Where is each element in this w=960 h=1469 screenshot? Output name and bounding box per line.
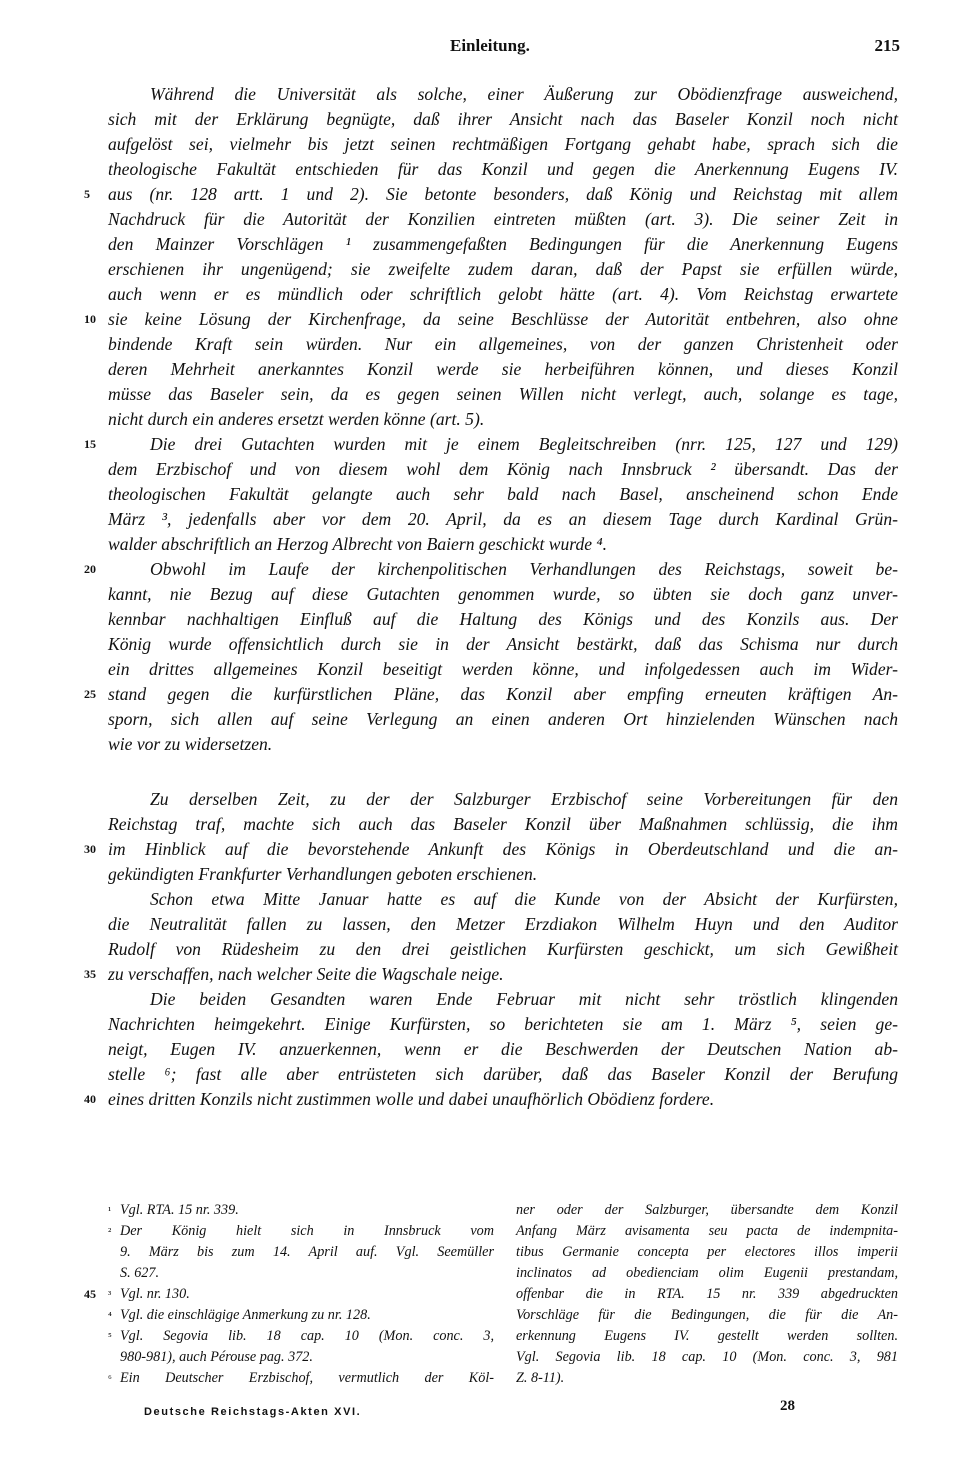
footnote-line <box>108 1200 494 1221</box>
footnote-line <box>108 1347 494 1368</box>
text-line <box>84 682 898 707</box>
line-text: theologischen Fakultät gelangte auch sehr bald nach Basel, anscheinend schon Ende <box>108 484 898 504</box>
text-line <box>108 732 898 757</box>
line-text: aufgelöst sei, vielmehr bis jetzt seinen rechtmäßigen Fortgang gehabt habe, sprach sich die <box>108 134 898 154</box>
text-line <box>108 157 898 182</box>
text-line <box>108 1037 898 1062</box>
footnote-text: S. 627. <box>120 1265 160 1281</box>
text-line <box>108 632 898 657</box>
line-text: bindende Kraft sein würden. Nur ein allgemeines, von der ganzen Christenheit oder <box>108 334 898 354</box>
line-text: nicht durch ein anderes ersetzt werden könne (art. 5). <box>108 409 485 429</box>
text-line <box>108 407 898 432</box>
footnote-line <box>108 1221 494 1242</box>
line-text: Während die Universität als solche, einer Äußerung zur Obödienzfrage ausweichend, <box>150 84 898 104</box>
footnote-text: 9. März bis zum 14. April auf. Vgl. Seemüller <box>120 1244 494 1260</box>
text-line <box>108 457 898 482</box>
line-text: gekündigten Frankfurter Verhandlungen geboten erschienen. <box>108 864 538 884</box>
sheet-number: 28 <box>780 1398 795 1414</box>
text-line <box>108 207 898 232</box>
footnote-line: erkennung Eugens IV. gestellt werden sollten. <box>516 1328 898 1344</box>
line-text: stand gegen die kurfürstlichen Pläne, das Konzil aber empfing erneuten kräftigen An- <box>108 684 898 704</box>
footnote-line: Vgl. Segovia lib. 18 cap. 10 (Mon. conc. 3, 981 <box>516 1349 898 1365</box>
line-number: 45 <box>84 1287 96 1301</box>
text-line <box>108 987 898 1012</box>
text-line <box>108 332 898 357</box>
line-number: 20 <box>84 562 96 576</box>
footnote-line: Z. 8-11). <box>516 1370 565 1386</box>
line-text: neigt, Eugen IV. anzuerkennen, wenn er die Beschwerden der Deutschen Nation ab- <box>108 1039 898 1059</box>
footnote-marker: ³ <box>108 1289 112 1301</box>
line-text: Obwohl im Laufe der kirchenpolitischen Verhandlungen des Reichstags, soweit be- <box>150 559 898 579</box>
text-line <box>84 962 898 987</box>
text-line <box>108 507 898 532</box>
footnote-line <box>108 1263 494 1284</box>
section-break <box>108 757 898 787</box>
line-text: erschienen ihr ungenügend; sie zweifelte zudem daran, daß der Papst sie erfüllen würde, <box>108 259 898 279</box>
text-line <box>84 182 898 207</box>
footnote-line: tibus Germanie concepta per electores illos imperii <box>516 1244 898 1260</box>
line-text: aus (nr. 128 artt. 1 und 2). Sie betonte besonders, daß König und Reichstag mit allem <box>108 184 898 204</box>
footnote-text: 980-981), auch Pérouse pag. 372. <box>120 1349 313 1365</box>
text-line <box>108 357 898 382</box>
text-line <box>108 282 898 307</box>
line-text: Rudolf von Rüdesheim zu den drei geistlichen Kurfürsten geschickt, um sich Gewißheit <box>108 939 898 959</box>
text-line <box>108 937 898 962</box>
text-line <box>108 707 898 732</box>
text-line <box>84 1087 898 1112</box>
line-text: Reichstag traf, machte sich auch das Baseler Konzil über Maßnahmen schlüssig, die ihm <box>108 814 898 834</box>
footnote-marker: ⁴ <box>108 1310 112 1322</box>
footnote-line: inclinatos ad obedienciam olim Eugenii prestandam, <box>516 1265 898 1281</box>
line-text: sie keine Lösung der Kirchenfrage, da seine Beschlüsse der Autorität entbehren, also ohne <box>108 309 898 329</box>
line-text: dem Erzbischof und von diesem wohl dem König nach Innsbruck ² übersandt. Das der <box>108 459 898 479</box>
sheet-signature: Deutsche Reichstags-Akten XVI. <box>144 1406 362 1418</box>
line-text: theologische Fakultät entschieden für das Konzil und gegen die Anerkennung Eugens IV. <box>108 159 898 179</box>
line-text: kennbar nachhaltigen Einfluß auf die Haltung des Königs und des Konzils aus. Der <box>108 609 898 629</box>
line-text: deren Mehrheit anerkanntes Konzil werde sie herbeiführen können, und dieses Konzil <box>108 359 898 379</box>
footnote-line <box>108 1326 494 1347</box>
footnotes-left-column <box>84 1200 494 1389</box>
body-text <box>84 82 898 1112</box>
footnote-line <box>108 1305 494 1326</box>
line-text: Die beiden Gesandten waren Ende Februar mit nicht sehr tröstlich klingenden <box>150 989 898 1009</box>
text-line <box>108 1062 898 1087</box>
line-text: stelle ⁶; fast alle aber entrüsteten sich darüber, daß das Baseler Konzil der Berufung <box>108 1064 898 1084</box>
footnote-text: Vgl. nr. 130. <box>120 1286 190 1302</box>
line-text: Zu derselben Zeit, zu der der Salzburger Erzbischof seine Vorbereitungen für den <box>150 789 898 809</box>
text-line <box>108 232 898 257</box>
text-line <box>108 607 898 632</box>
line-text: Schon etwa Mitte Januar hatte es auf die Kunde von der Absicht der Kurfürsten, <box>150 889 898 909</box>
footnote-marker: ¹ <box>108 1205 112 1217</box>
text-line <box>108 887 898 912</box>
line-text: sich mit der Erklärung begnügte, daß ihrer Ansicht nach das Baseler Konzil noch nicht <box>108 109 898 129</box>
line-number: 30 <box>84 842 96 856</box>
text-line <box>84 307 898 332</box>
text-line <box>108 1012 898 1037</box>
line-text: wie vor zu widersetzen. <box>108 734 273 754</box>
text-line <box>108 787 898 812</box>
footnotes-right-column <box>516 1200 898 1389</box>
footnote-text: Ein Deutscher Erzbischof, vermutlich der Köl- <box>120 1370 494 1386</box>
text-line <box>108 912 898 937</box>
line-text: walder abschriftlich an Herzog Albrecht von Baiern geschickt wurde ⁴. <box>108 534 607 554</box>
text-line <box>108 82 898 107</box>
text-line <box>84 432 898 457</box>
text-line <box>84 837 898 862</box>
footnote-line: ner oder der Salzburger, übersandte dem Konzil <box>516 1202 898 1218</box>
line-text: im Hinblick auf die bevorstehende Ankunft des Königs in Oberdeutschland und die an- <box>108 839 898 859</box>
line-text: den Mainzer Vorschlägen ¹ zusammengefaßten Bedingungen für die Anerkennung Eugens <box>108 234 898 254</box>
footnote-line <box>108 1368 494 1389</box>
line-text: Nachrichten heimgekehrt. Einige Kurfürsten, so berichteten sie am 1. März ⁵, seien ge- <box>108 1014 898 1034</box>
footnote-text: Der König hielt sich in Innsbruck vom <box>120 1223 494 1239</box>
text-line <box>108 582 898 607</box>
text-line <box>108 657 898 682</box>
page-number: 215 <box>874 36 900 55</box>
text-line <box>108 257 898 282</box>
line-text: auch wenn er es mündlich oder schriftlich gelobt hätte (art. 4). Vom Reichstag erwartete <box>108 284 898 304</box>
line-text: sporn, sich allen auf seine Verlegung an einen anderen Ort hinzielenden Wünschen nach <box>108 709 898 729</box>
text-line <box>108 482 898 507</box>
footnote-line <box>108 1242 494 1263</box>
text-line <box>108 812 898 837</box>
line-text: Die drei Gutachten wurden mit je einem Begleitschreiben (nrr. 125, 127 und 129) <box>150 434 898 454</box>
footnote-line: Anfang März avisamenta seu pacta de indempnita- <box>516 1223 898 1239</box>
line-number: 35 <box>84 967 96 981</box>
line-text: ein drittes allgemeines Konzil beseitigt werden könne, und infolgedessen auch im Wider- <box>108 659 898 679</box>
text-line <box>108 107 898 132</box>
text-line <box>108 532 898 557</box>
line-text: Nachdruck für die Autorität der Konzilien eintreten müßten (art. 3). Die seiner Zeit in <box>108 209 898 229</box>
line-number: 40 <box>84 1092 96 1106</box>
text-line <box>108 382 898 407</box>
text-line <box>108 132 898 157</box>
running-header <box>108 36 900 60</box>
line-text: König wurde offensichtlich durch sie in der Ansicht bestärkt, daß das Schisma nur durch <box>108 634 898 654</box>
footnote-marker: ⁵ <box>108 1331 112 1343</box>
line-text: eines dritten Konzils nicht zustimmen wolle und dabei unaufhörlich Obödienz fordere. <box>108 1089 715 1109</box>
footnote-text: Vgl. Segovia lib. 18 cap. 10 (Mon. conc. 3, <box>120 1328 494 1344</box>
line-number: 10 <box>84 312 96 326</box>
footnote-line <box>84 1284 494 1305</box>
text-line <box>108 862 898 887</box>
footnote-line: Vorschläge für die Bedingungen, die für die An- <box>516 1307 898 1323</box>
footnote-marker: ² <box>108 1226 112 1238</box>
footnote-text: Vgl. die einschlägige Anmerkung zu nr. 128. <box>120 1307 371 1323</box>
footnote-text: Vgl. RTA. 15 nr. 339. <box>120 1202 239 1218</box>
line-text: müsse das Baseler sein, da es gegen seinen Willen nicht verlegt, auch, solange es tage, <box>108 384 898 404</box>
footnote-marker: ⁶ <box>108 1373 112 1385</box>
line-text: März ³, jedenfalls aber vor dem 20. April, da es an diesem Tage durch Kardinal Grün- <box>108 509 898 529</box>
line-number: 5 <box>84 187 90 201</box>
line-text: die Neutralität fallen zu lassen, den Metzer Erzdiakon Wilhelm Huyn und den Auditor <box>108 914 898 934</box>
line-text: kannt, nie Bezug auf diese Gutachten genommen wurde, so übten sie doch ganz unver- <box>108 584 898 604</box>
text-line <box>84 557 898 582</box>
footnote-line: offenbar die in RTA. 15 nr. 339 abgedruckten <box>516 1286 898 1302</box>
line-text: zu verschaffen, nach welcher Seite die Wagschale neige. <box>108 964 504 984</box>
line-number: 25 <box>84 687 96 701</box>
line-number: 15 <box>84 437 96 451</box>
running-title: Einleitung. <box>450 36 530 55</box>
